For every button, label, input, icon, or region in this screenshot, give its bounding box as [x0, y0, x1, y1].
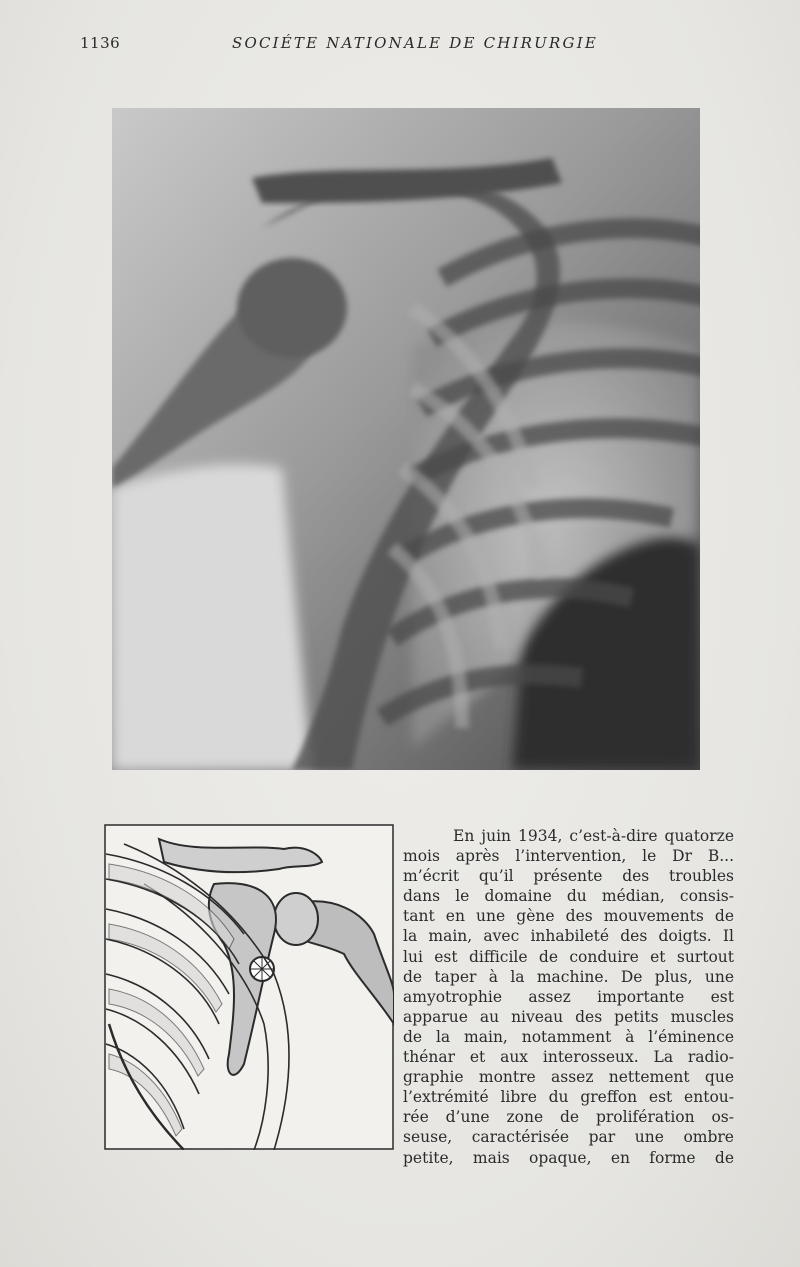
text-line: l’extrémité libre du greffon est entou- [403, 1088, 734, 1107]
text-line: la main, avec inhabileté des doigts. Il [403, 927, 734, 946]
text-line: En juin 1934, c’est-à-dire quatorze [453, 827, 734, 845]
text-line: de la main, notamment à l’éminence [403, 1027, 734, 1046]
text-line: mois après l’intervention, le Dr B... [403, 847, 734, 866]
text-line: dans le domaine du médian, consis- [403, 887, 734, 906]
text-line: rée d’une zone de prolifération os- [403, 1108, 734, 1127]
page-header [80, 34, 720, 58]
body-paragraph [403, 826, 734, 1168]
text-line: m’écrit qu’il présente des troubles [403, 867, 734, 886]
text-line: petite, mais opaque, en forme de [403, 1148, 734, 1167]
text-line: de taper à la machine. De plus, une [403, 967, 734, 986]
running-title: SOCIÉTE NATIONALE DE CHIRURGIE [232, 34, 598, 52]
shoulder-ribs-line-drawing [104, 824, 394, 1150]
text-line: lui est difficile de conduire et surtout [403, 947, 734, 966]
text-line: seuse, caractérisée par une ombre [403, 1128, 734, 1147]
text-line: graphie montre assez nettement que [403, 1068, 734, 1087]
text-line: amyotrophie assez importante est [403, 987, 734, 1006]
text-line: tant en une gène des mouvements de [403, 907, 734, 926]
chest-shoulder-radiograph [112, 108, 700, 770]
text-line: apparue au niveau des petits muscles [403, 1007, 734, 1026]
text-line: thénar et aux interosseux. La radio- [403, 1048, 734, 1067]
page-number: 1136 [80, 34, 121, 52]
